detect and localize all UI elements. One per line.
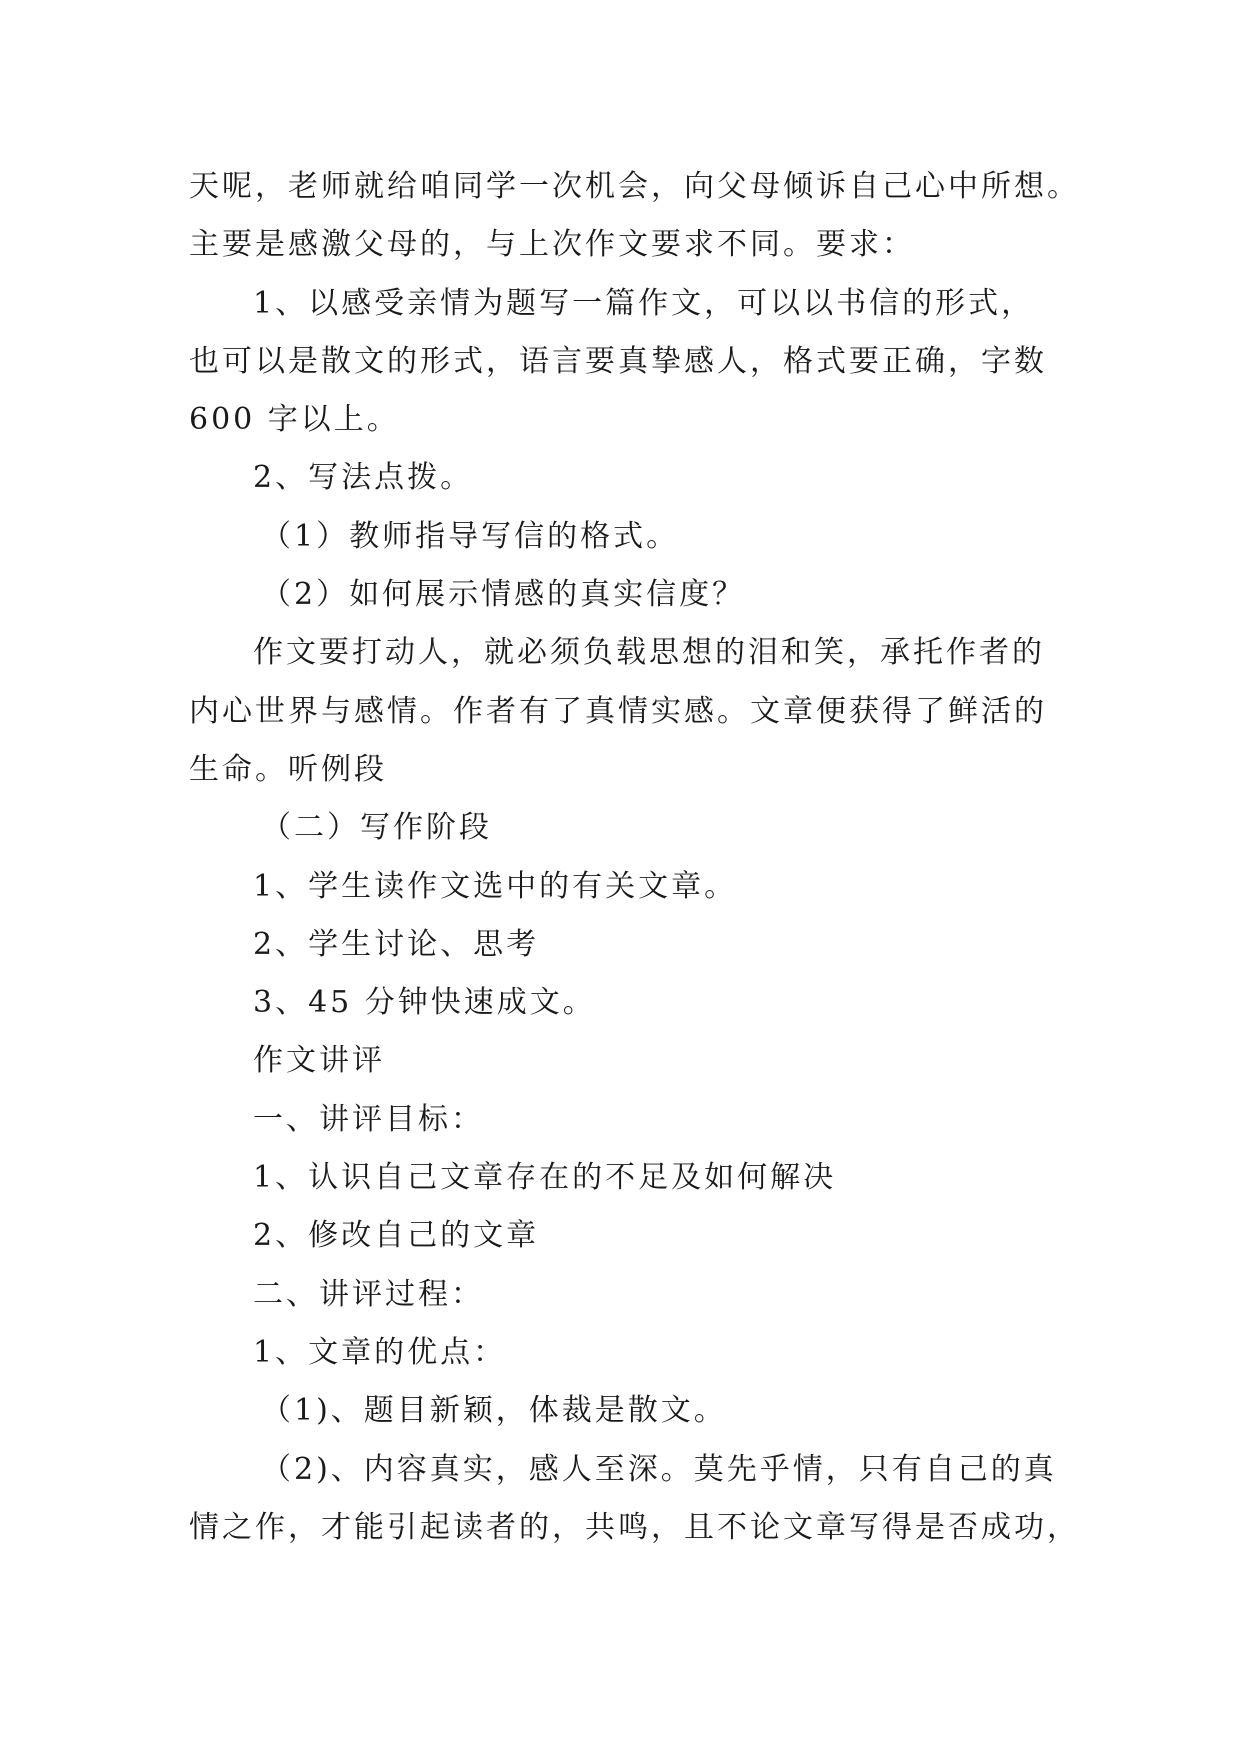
- section-heading: 二、讲评过程：: [253, 1276, 484, 1312]
- text-line: 也可以是散文的形式，语言要真挚感人，格式要正确，字数: [189, 343, 1047, 379]
- text-line: 1、学生读作文选中的有关文章。: [253, 868, 738, 904]
- section-heading: 作文讲评: [253, 1043, 385, 1079]
- text-line: （2）如何展示情感的真实信度？: [261, 577, 746, 613]
- text-line: 作文要打动人，就必须负载思想的泪和笑，承托作者的: [253, 635, 1045, 671]
- text-line: 1、认识自己文章存在的不足及如何解决: [253, 1160, 837, 1196]
- text-line: 600 字以上。: [189, 402, 400, 438]
- text-line: 1、以感受亲情为题写一篇作文，可以以书信的形式，: [253, 285, 1035, 321]
- document-body: [189, 158, 1080, 1557]
- text-line: （2)、内容真实，感人至深。莫先乎情，只有自己的真: [261, 1451, 1057, 1487]
- text-line: 2、学生讨论、思考: [253, 926, 540, 962]
- text-line: 天呢，老师就给咱同学一次机会，向父母倾诉自己心中所想。: [189, 169, 1080, 204]
- section-heading: （二）写作阶段: [261, 810, 492, 846]
- text-line: （1）教师指导写信的格式。: [261, 518, 680, 554]
- text-line: 2、修改自己的文章: [253, 1218, 540, 1254]
- text-line: 2、写法点拨。: [253, 460, 474, 496]
- text-line: 3、45 分钟快速成文。: [253, 985, 596, 1021]
- text-line: 主要是感激父母的，与上次作文要求不同。要求：: [189, 227, 915, 263]
- text-line: （1)、题目新颖，体裁是散文。: [261, 1393, 727, 1429]
- text-line: 生命。听例段: [189, 751, 387, 787]
- text-line: 1、文章的优点：: [253, 1334, 507, 1370]
- text-line: 情之作，才能引起读者的，共鸣，且不论文章写得是否成功，: [189, 1509, 1080, 1545]
- section-heading: 一、讲评目标：: [253, 1101, 484, 1137]
- text-line: 内心世界与感情。作者有了真情实感。文章便获得了鲜活的: [189, 693, 1047, 729]
